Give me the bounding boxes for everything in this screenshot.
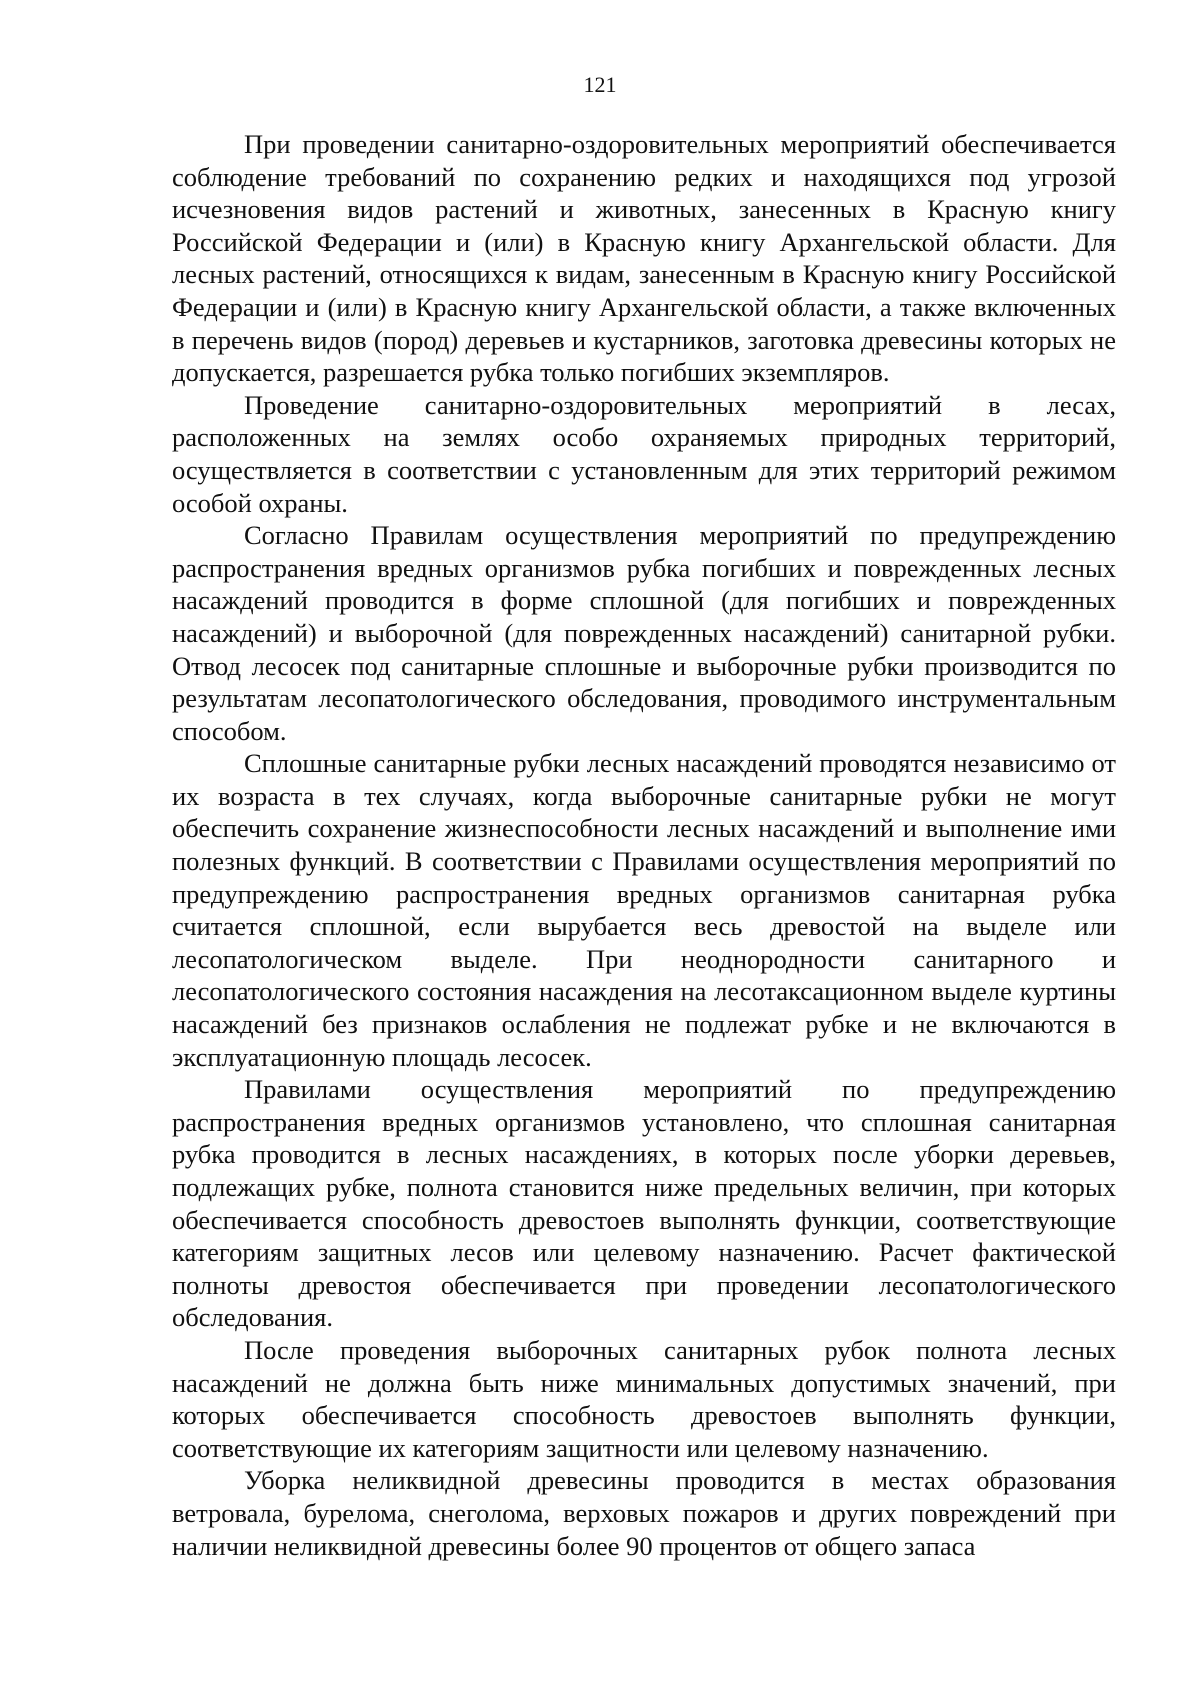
paragraph-6: После проведения выборочных санитарных рубок полнота лесных насаждений не должна быть ниже минимальных допустимых значений, при которых обеспечивается способность древостоев выполнять функции, соответствующие их категориям защитности или целевому назначению. <box>172 1334 1116 1463</box>
paragraph-5: Правилами осуществления мероприятий по предупреждению распространения вредных организмов установлено, что сплошная санитарная рубка проводится в лесных насаждениях, в которых после уборки деревьев, подлежащих рубке, полнота становится ниже предельных величин, при которых обеспечивается способность древостоев выполнять функции, соответствующие категориям защитных лесов или целевому назначению. Расчет фактической полноты древостоя обеспечивается при проведении лесопатологического обследования. <box>172 1074 1116 1333</box>
document-body <box>172 128 1116 1562</box>
paragraph-7: Уборка неликвидной древесины проводится в местах образования ветровала, бурелома, снеголома, верховых пожаров и других повреждений при наличии неликвидной древесины более 90 процентов от общего запаса <box>172 1465 1116 1561</box>
paragraph-2: Проведение санитарно-оздоровительных мероприятий в лесах, расположенных на землях особо охраняемых природных территорий, осуществляется в соответствии с установленным для этих территорий режимом особой охраны. <box>172 389 1116 518</box>
paragraph-3: Согласно Правилам осуществления мероприятий по предупреждению распространения вредных организмов рубка погибших и поврежденных лесных насаждений проводится в форме сплошной (для погибших и поврежденных насаждений) и выборочной (для поврежденных насаждений) санитарной рубки. Отвод лесосек под санитарные сплошные и выборочные рубки производится по результатам лесопатологического обследования, проводимого инструментальным способом. <box>172 520 1116 746</box>
paragraph-4: Сплошные санитарные рубки лесных насаждений проводятся независимо от их возраста в тех случаях, когда выборочные санитарные рубки не могут обеспечить сохранение жизнеспособности лесных насаждений и выполнение ими полезных функций. В соответствии с Правилами осуществления мероприятий по предупреждению распространения вредных организмов санитарная рубка считается сплошной, если вырубается весь древостой на выделе или лесопатологическом выделе. При неоднородности санитарного и лесопатологического состояния насаждения на лесотаксационном выделе куртины насаждений без признаков ослабления не подлежат рубке и не включаются в эксплуатационную площадь лесосек. <box>172 748 1116 1072</box>
paragraph-1: При проведении санитарно-оздоровительных мероприятий обеспечивается соблюдение требований по сохранению редких и находящихся под угрозой исчезновения видов растений и животных, занесенных в Красную книгу Российской Федерации и (или) в Красную книгу Архангельской области. Для лесных растений, относящихся к видам, занесенным в Красную книгу Российской Федерации и (или) в Красную книгу Архангельской области, а также включенных в перечень видов (пород) деревьев и кустарников, заготовка древесины которых не допускается, разрешается рубка только погибших экземпляров. <box>172 129 1116 388</box>
page-number: 121 <box>583 72 617 97</box>
